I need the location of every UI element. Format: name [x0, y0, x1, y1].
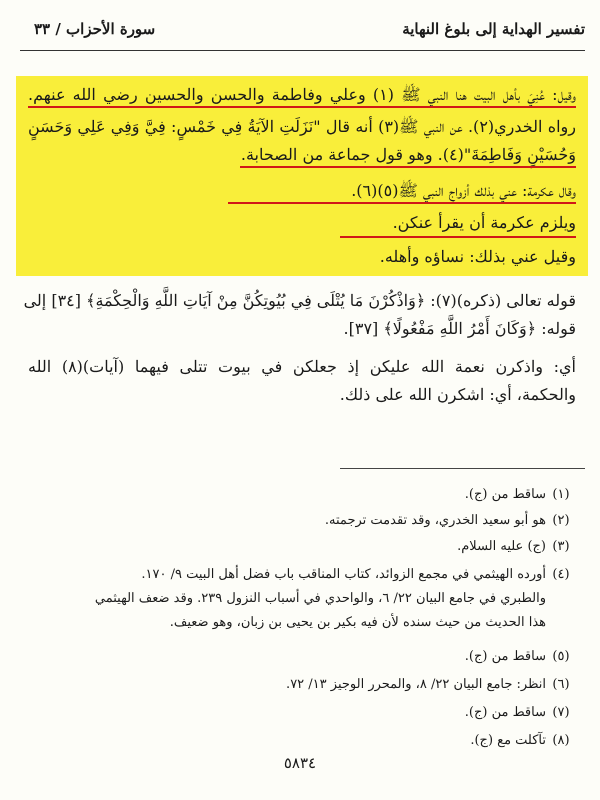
page-number: ٥٨٣٤ — [283, 754, 317, 772]
underline-3 — [240, 166, 576, 168]
footnote-4: (٤)أورده الهيثمي في مجمع الزوائد، كتاب المناقب باب فضل أهل البيت ٩/ ١٧٠. — [141, 567, 570, 582]
footnote-7: (٧)ساقط من (ج). — [464, 705, 570, 720]
text-line-5: ويلزم عكرمة أن يقرأ عنكن. — [392, 213, 576, 232]
text-line-1: وقيل: عُنِيَ بأهل البيت هنا النبي ﷺ (١) وعلي وفاطمة والحسن والحسين رضي الله عنهم. — [28, 85, 576, 104]
book-title: تفسير الهداية إلى بلوغ النهاية — [402, 20, 585, 38]
underline-1 — [28, 106, 576, 108]
text-line-7: قوله تعالى (ذكره)(٧): ﴿وَاذْكُرْنَ مَا يُتْلَى فِي بُيُوتِكُنَّ مِنْ آيَاتِ اللَّهِ وَالْحِكْمَةِ﴾ [٣٤] إلى — [23, 291, 576, 310]
underline-4 — [228, 202, 576, 204]
footnote-8: (٨)تآكلت مع (ج). — [470, 733, 570, 748]
text-line-3: وَحُسَيْنٍ وَفَاطِمَةَ"(٤). وهو قول جماعة من الصحابة. — [240, 145, 576, 164]
text-line-8: قوله: ﴿وَكَانَ أَمْرُ اللَّهِ مَفْعُولًا﴾ [٣٧]. — [343, 319, 576, 338]
text-line-9: أي: واذكرن نعمة الله عليكن إذ جعلكن في بيوت تتلى فيهما (آيات)(٨) الله — [28, 357, 576, 376]
footnote-separator — [340, 468, 585, 469]
footnote-4-line-2: والطبري في جامع البيان ٢٢/ ٦، والواحدي في أسباب النزول ٢٣٩. وقد ضعف الهيثمي — [94, 591, 546, 606]
surah-title: سورة الأحزاب / ٣٣ — [34, 20, 156, 38]
text-line-2: رواه الخدري(٢). عن النبي ﷺ(٣) أنه قال "نَزَلَتِ الآيَةُ فِي خَمْسٍ: فِيَّ وَفِي عَلِي وَحَسَنٍ — [28, 117, 577, 136]
text-line-10: والحكمة، أي: اشكرن الله على ذلك. — [339, 385, 576, 404]
underline-5 — [340, 236, 576, 238]
footnote-1: (١)ساقط من (ج). — [464, 487, 570, 502]
footnote-3: (٣)(ج) عليه السلام. — [457, 539, 570, 554]
footnote-4-line-3: هذا الحديث من حيث سنده لأن فيه بكير بن يحيى بن زبان، وهو ضعيف. — [169, 615, 546, 630]
footnote-6: (٦)انظر: جامع البيان ٢٢/ ٨، والمحرر الوجيز ١٣/ ٧٢. — [286, 677, 570, 692]
running-header — [20, 10, 585, 51]
text-line-6: وقيل عني بذلك: نساؤه وأهله. — [379, 247, 576, 266]
footnote-2: (٢)هو أبو سعيد الخدري، وقد تقدمت ترجمته. — [324, 513, 570, 528]
footnote-5: (٥)ساقط من (ج). — [464, 649, 570, 664]
text-line-4: وقال عكرمة: عني بذلك أزواج النبي ﷺ(٥)(٦). — [351, 181, 576, 200]
